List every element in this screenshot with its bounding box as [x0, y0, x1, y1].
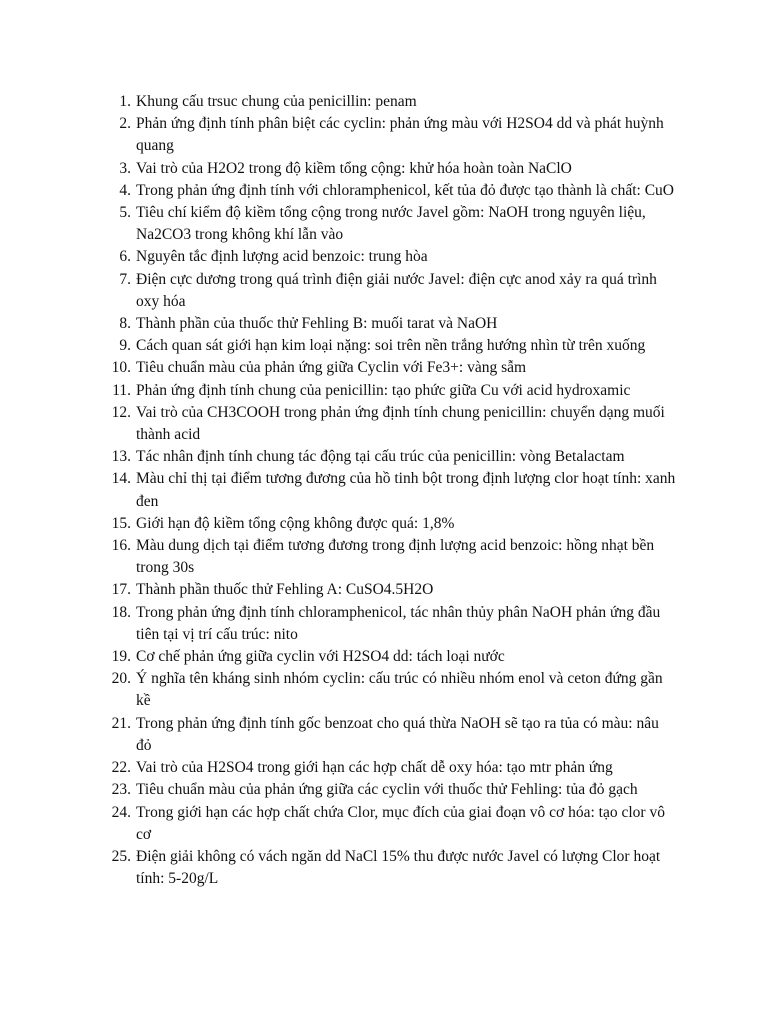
item-number: 22.	[111, 759, 131, 777]
list-item	[103, 269, 678, 313]
item-number: 19.	[111, 648, 131, 666]
list-item	[103, 357, 678, 379]
item-number: 20.	[111, 670, 131, 688]
item-text: Khung cấu trsuc chung của penicillin: penam	[136, 93, 417, 110]
item-text: Màu chỉ thị tại điểm tương đương của hồ tinh bột trong định lượng clor hoạt tính: xanh đen	[136, 470, 676, 510]
item-number: 3.	[119, 159, 131, 177]
item-text: Thành phần của thuốc thử Fehling B: muối tarat và NaOH	[136, 315, 498, 333]
list-item	[103, 757, 678, 779]
item-text: Trong phản ứng định tính chloramphenicol, tác nhân thủy phân NaOH phản ứng đầu tiên tại vị trí cấu trúc: nito	[136, 603, 661, 643]
item-number: 2.	[119, 115, 131, 133]
item-text: Trong phản ứng định tính gốc benzoat cho quá thừa NaOH sẽ tạo ra tủa có màu: nâu đỏ	[136, 714, 659, 754]
item-text: Phản ứng định tính phân biệt các cyclin: phản ứng màu với H2SO4 dd và phát huỳnh quang	[136, 115, 664, 155]
list-item	[103, 846, 678, 890]
list-item	[103, 579, 678, 601]
item-text: Nguyên tắc định lượng acid benzoic: trung hòa	[136, 248, 428, 266]
list-item	[103, 402, 678, 446]
item-number: 23.	[111, 781, 131, 799]
qa-list	[103, 91, 678, 890]
list-item	[103, 91, 678, 113]
item-number: 8.	[119, 315, 131, 333]
item-number: 24.	[111, 803, 131, 821]
list-item	[103, 380, 678, 402]
item-number: 7.	[119, 270, 131, 288]
item-text: Điện giải không có vách ngăn dd NaCl 15% thu được nước Javel có lượng Clor hoạt tính: 5-20g/L	[136, 847, 661, 888]
item-number: 17.	[111, 581, 131, 599]
item-text: Màu dung dịch tại điểm tương đương trong định lượng acid benzoic: hồng nhạt bền trong 30s	[136, 537, 655, 577]
list-item	[103, 713, 678, 757]
item-text: Tác nhân định tính chung tác động tại cấu trúc của penicillin: vòng Betalactam	[136, 448, 625, 466]
item-number: 4.	[119, 181, 131, 199]
list-item	[103, 246, 678, 268]
list-item	[103, 779, 678, 801]
list-item	[103, 668, 678, 712]
list-item	[103, 802, 678, 846]
item-number: 10.	[111, 359, 131, 377]
item-text: Vai trò của H2SO4 trong giới hạn các hợp chất dễ oxy hóa: tạo mtr phản ứng	[136, 759, 613, 777]
item-text: Phản ứng định tính chung của penicillin: tạo phức giữa Cu với acid hydroxamic	[136, 381, 631, 399]
item-text: Cách quan sát giới hạn kim loại nặng: soi trên nền trắng hướng nhìn từ trên xuống	[136, 337, 646, 355]
item-number: 6.	[119, 248, 131, 266]
item-text: Vai trò của H2O2 trong độ kiềm tổng cộng: khử hóa hoàn toàn NaClO	[136, 159, 572, 177]
item-text: Ý nghĩa tên kháng sinh nhóm cyclin: cấu trúc có nhiều nhóm enol và ceton đứng gần kề	[136, 670, 663, 710]
list-item	[103, 513, 678, 535]
list-item	[103, 335, 678, 357]
item-number: 15.	[111, 514, 131, 532]
item-text: Giới hạn độ kiềm tổng cộng không được quá: 1,8%	[136, 514, 455, 532]
item-text: Tiêu chuẩn màu của phản ứng giữa Cyclin với Fe3+: vàng sẫm	[136, 359, 527, 377]
item-number: 5.	[119, 204, 131, 222]
list-item	[103, 113, 678, 157]
list-item	[103, 158, 678, 180]
list-item	[103, 202, 678, 246]
item-text: Trong phản ứng định tính với chloramphenicol, kết tủa đỏ được tạo thành là chất: CuO	[136, 181, 675, 199]
list-item	[103, 446, 678, 468]
item-number: 13.	[111, 448, 131, 466]
item-number: 12.	[111, 403, 131, 421]
item-text: Cơ chế phản ứng giữa cyclin với H2SO4 dd: tách loại nước	[136, 648, 505, 666]
item-text: Vai trò của CH3COOH trong phản ứng định tính chung penicillin: chuyển dạng muối thành acid	[136, 403, 665, 444]
list-item	[103, 646, 678, 668]
item-text: Thành phần thuốc thử Fehling A: CuSO4.5H2O	[136, 581, 434, 599]
item-number: 16.	[111, 537, 131, 555]
item-text: Tiêu chuẩn màu của phản ứng giữa các cyclin với thuốc thử Fehling: tủa đỏ gạch	[136, 781, 638, 799]
item-number: 11.	[112, 381, 131, 399]
item-text: Tiêu chí kiểm độ kiềm tổng cộng trong nước Javel gồm: NaOH trong nguyên liệu, Na2CO3 trong không khí lẫn vào	[136, 204, 646, 244]
item-number: 25.	[111, 847, 131, 865]
list-item	[103, 180, 678, 202]
item-text: Trong giới hạn các hợp chất chứa Clor, mục đích của giai đoạn vô cơ hóa: tạo clor vô cơ	[136, 803, 665, 843]
item-text: Điện cực dương trong quá trình điện giải nước Javel: điện cực anod xảy ra quá trình oxy hóa	[136, 270, 657, 310]
item-number: 21.	[111, 714, 131, 732]
list-item	[103, 468, 678, 512]
item-number: 1.	[119, 93, 131, 110]
list-item	[103, 535, 678, 579]
item-number: 18.	[111, 603, 131, 621]
list-item	[103, 313, 678, 335]
list-item	[103, 602, 678, 646]
item-number: 9.	[119, 337, 131, 355]
item-number: 14.	[111, 470, 131, 488]
